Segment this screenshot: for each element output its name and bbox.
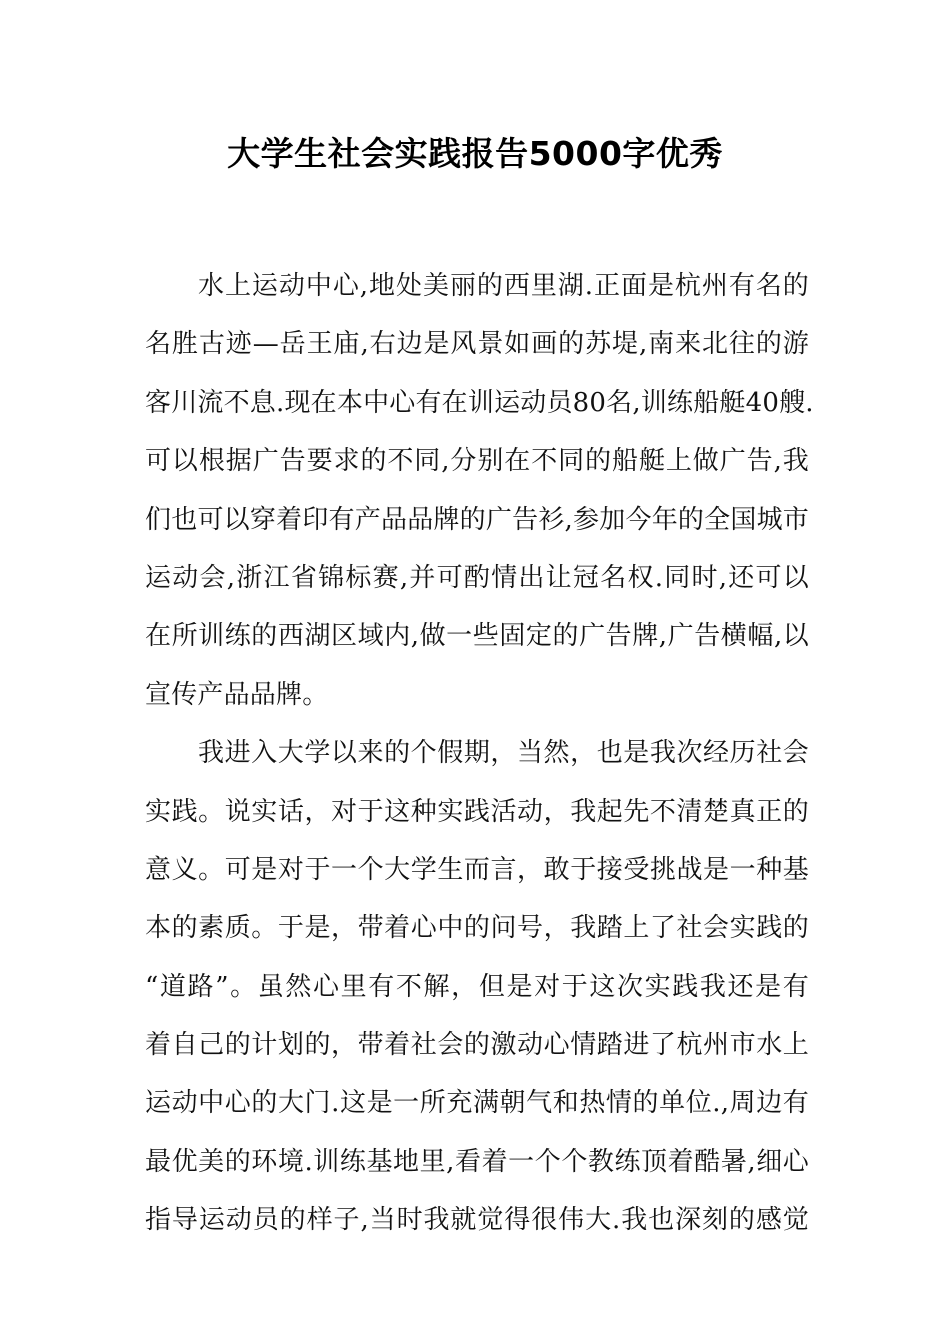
paragraph-1-line-3: 客川流不息.现在本中心有在训运动员80名,训练船艇40艘. <box>145 387 814 418</box>
paragraph-2-line-8: 最优美的环境.训练基地里,看着一个个教练顶着酷暑,细心 <box>145 1146 809 1177</box>
paragraph-1-line-5: 们也可以穿着印有产品品牌的广告衫,参加今年的全国城市 <box>145 504 809 535</box>
paragraph-1-line-1: 水上运动中心,地处美丽的西里湖.正面是杭州有名的 <box>198 271 809 301</box>
paragraph-2-line-3: 意义。可是对于一个大学生而言，敢于接受挑战是一种基 <box>145 854 809 885</box>
paragraph-2-line-6: 着自己的计划的，带着社会的激动心情踏进了杭州市水上 <box>145 1030 809 1061</box>
paragraph-2-line-7: 运动中心的大门.这是一所充满朝气和热情的单位.,周边有 <box>145 1088 809 1119</box>
paragraph-2-line-1: 我进入大学以来的个假期，当然，也是我次经历社会 <box>198 738 809 769</box>
paragraph-2-line-9: 指导运动员的样子,当时我就觉得很伟大.我也深刻的感觉 <box>145 1205 809 1236</box>
paragraph-2-line-5: “道路”。虽然心里有不解，但是对于这次实践我还是有 <box>145 971 809 1002</box>
paragraph-1-line-7: 在所训练的西湖区域内,做一些固定的广告牌,广告横幅,以 <box>145 621 809 652</box>
paragraph-1-line-6: 运动会,浙江省锦标赛,并可酌情出让冠名权.同时,还可以 <box>145 562 809 593</box>
paragraph-1-line-4: 可以根据广告要求的不同,分别在不同的船艇上做广告,我 <box>145 446 809 477</box>
document-title: 大学生社会实践报告5000字优秀 <box>227 134 723 173</box>
paragraph-2-line-4: 本的素质。于是，带着心中的问号，我踏上了社会实践的 <box>145 913 809 944</box>
document-body <box>145 257 814 1250</box>
paragraph-2-line-2: 实践。说实话，对于这种实践活动，我起先不清楚真正的 <box>145 796 809 827</box>
paragraph-1-line-2: 名胜古迹—岳王庙,右边是风景如画的苏堤,南来北往的游 <box>145 329 809 360</box>
paragraph-1-line-8: 宣传产品品牌。 <box>145 679 329 710</box>
